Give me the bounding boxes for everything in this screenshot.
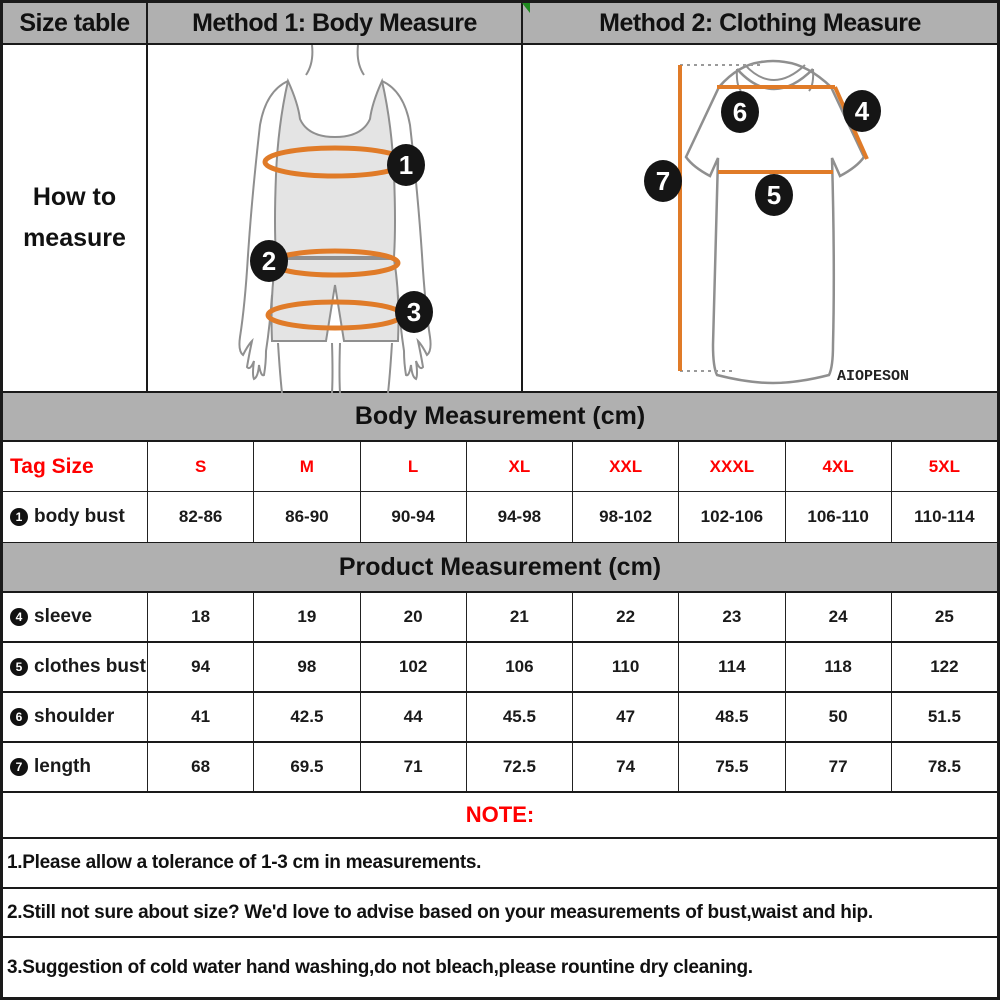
shoulder-text: shoulder: [34, 706, 115, 727]
size-col-l: L: [361, 442, 467, 491]
body-bust-xxl: 98-102: [573, 492, 679, 542]
size-col-s: S: [148, 442, 254, 491]
shoulder-l: 44: [361, 693, 467, 741]
sleeve-l: 20: [361, 593, 467, 641]
length-row: [3, 743, 997, 793]
how-to-line2: measure: [23, 224, 126, 252]
shoulder-xl: 45.5: [467, 693, 573, 741]
badge-5-icon: 5: [10, 658, 28, 676]
sleeve-s: 18: [148, 593, 254, 641]
badge-4-icon: 4: [10, 608, 28, 626]
length-s: 68: [148, 743, 254, 791]
diagram-row: [3, 45, 997, 393]
sleeve-text: sleeve: [34, 606, 93, 627]
length-4xl: 77: [786, 743, 892, 791]
marker-6-shoulder: 6: [721, 91, 759, 133]
clothes-bust-xxxl: 114: [679, 643, 785, 691]
sleeve-label: [3, 593, 148, 641]
shoulder-xxxl: 48.5: [679, 693, 785, 741]
body-bust-label: [3, 492, 148, 542]
size-col-xxl: XXL: [573, 442, 679, 491]
sleeve-row: [3, 593, 997, 643]
body-measure-diagram: [148, 45, 523, 391]
clothes-bust-m: 98: [254, 643, 360, 691]
marker-2-waist: 2: [250, 240, 288, 282]
note-title: NOTE:: [465, 802, 535, 827]
tshirt-illustration: [523, 45, 1000, 393]
body-bust-row: [3, 492, 997, 542]
shoulder-4xl: 50: [786, 693, 892, 741]
how-to-measure-label: [3, 45, 148, 391]
note-item-1: 1.Please allow a tolerance of 1-3 cm in measurements.: [3, 839, 997, 889]
length-xxl: 74: [573, 743, 679, 791]
clothes-bust-s: 94: [148, 643, 254, 691]
tag-size-row: [3, 442, 997, 492]
body-bust-5xl: 110-114: [914, 507, 975, 526]
shoulder-s: 41: [148, 693, 254, 741]
length-xl: 72.5: [467, 743, 573, 791]
marker-7-length: 7: [644, 160, 682, 202]
note-item-3: 3.Suggestion of cold water hand washing,do not bleach,please rountine dry cleaning.: [3, 938, 997, 997]
sleeve-m: 19: [254, 593, 360, 641]
note-item-2: 2.Still not sure about size? We'd love to advise based on your measurements of bust,waist and hip.: [3, 889, 997, 938]
shoulder-row: [3, 693, 997, 743]
clothes-bust-label: [3, 643, 148, 691]
brand-watermark: AIOPESON: [836, 368, 909, 385]
sleeve-xl: 21: [467, 593, 573, 641]
body-bust-xxxl: 102-106: [679, 492, 785, 542]
body-bust-l: 90-94: [361, 492, 467, 542]
how-to-line1: How to: [32, 182, 117, 211]
shoulder-label: [3, 693, 148, 741]
size-col-xl: XL: [467, 442, 573, 491]
size-col-xxxl: XXXL: [679, 442, 785, 491]
clothes-bust-5xl: 122: [930, 657, 959, 676]
badge-1-icon: 1: [10, 508, 28, 526]
body-bust-4xl: 106-110: [786, 492, 892, 542]
body-bust-s: 82-86: [148, 492, 254, 542]
length-label: [3, 743, 148, 791]
tag-size-label: Tag Size: [3, 442, 148, 491]
note-title-row: [3, 793, 997, 839]
method2-header: Method 2: Clothing Measure: [599, 8, 921, 37]
clothes-bust-xl: 106: [467, 643, 573, 691]
body-measurement-title: Body Measurement (cm): [3, 393, 997, 442]
clothes-bust-l: 102: [361, 643, 467, 691]
length-5xl: 78.5: [927, 757, 961, 776]
body-bust-text: body bust: [34, 506, 125, 527]
length-m: 69.5: [254, 743, 360, 791]
shoulder-5xl: 51.5: [927, 707, 961, 726]
shoulder-m: 42.5: [254, 693, 360, 741]
clothes-bust-row: [3, 643, 997, 693]
badge-6-icon: 6: [10, 708, 28, 726]
product-measurement-title: Product Measurement (cm): [3, 542, 997, 593]
marker-3-hip: 3: [395, 291, 433, 333]
spreadsheet-green-flag-icon: [522, 3, 530, 13]
clothes-bust-xxl: 110: [573, 643, 679, 691]
method1-header: Method 1: Body Measure: [148, 3, 523, 43]
clothes-bust-4xl: 118: [786, 643, 892, 691]
size-table-header: Size table: [3, 3, 148, 43]
marker-1-bust: 1: [387, 144, 425, 186]
clothes-bust-text: clothes bust: [34, 656, 146, 677]
shoulder-xxl: 47: [573, 693, 679, 741]
clothing-measure-diagram: [523, 45, 997, 391]
top-header-row: [3, 3, 997, 45]
sleeve-xxxl: 23: [679, 593, 785, 641]
sleeve-xxl: 22: [573, 593, 679, 641]
sleeve-5xl: 25: [934, 607, 954, 626]
length-text: length: [34, 756, 91, 777]
size-col-5xl: 5XL: [928, 456, 960, 476]
size-col-4xl: 4XL: [786, 442, 892, 491]
length-xxxl: 75.5: [679, 743, 785, 791]
length-l: 71: [361, 743, 467, 791]
marker-4-sleeve: 4: [843, 90, 881, 132]
body-figure-illustration: [148, 45, 521, 393]
body-bust-m: 86-90: [254, 492, 360, 542]
badge-7-icon: 7: [10, 758, 28, 776]
marker-5-clothes-bust: 5: [755, 174, 793, 216]
size-col-m: M: [254, 442, 360, 491]
sleeve-4xl: 24: [786, 593, 892, 641]
body-bust-xl: 94-98: [467, 492, 573, 542]
